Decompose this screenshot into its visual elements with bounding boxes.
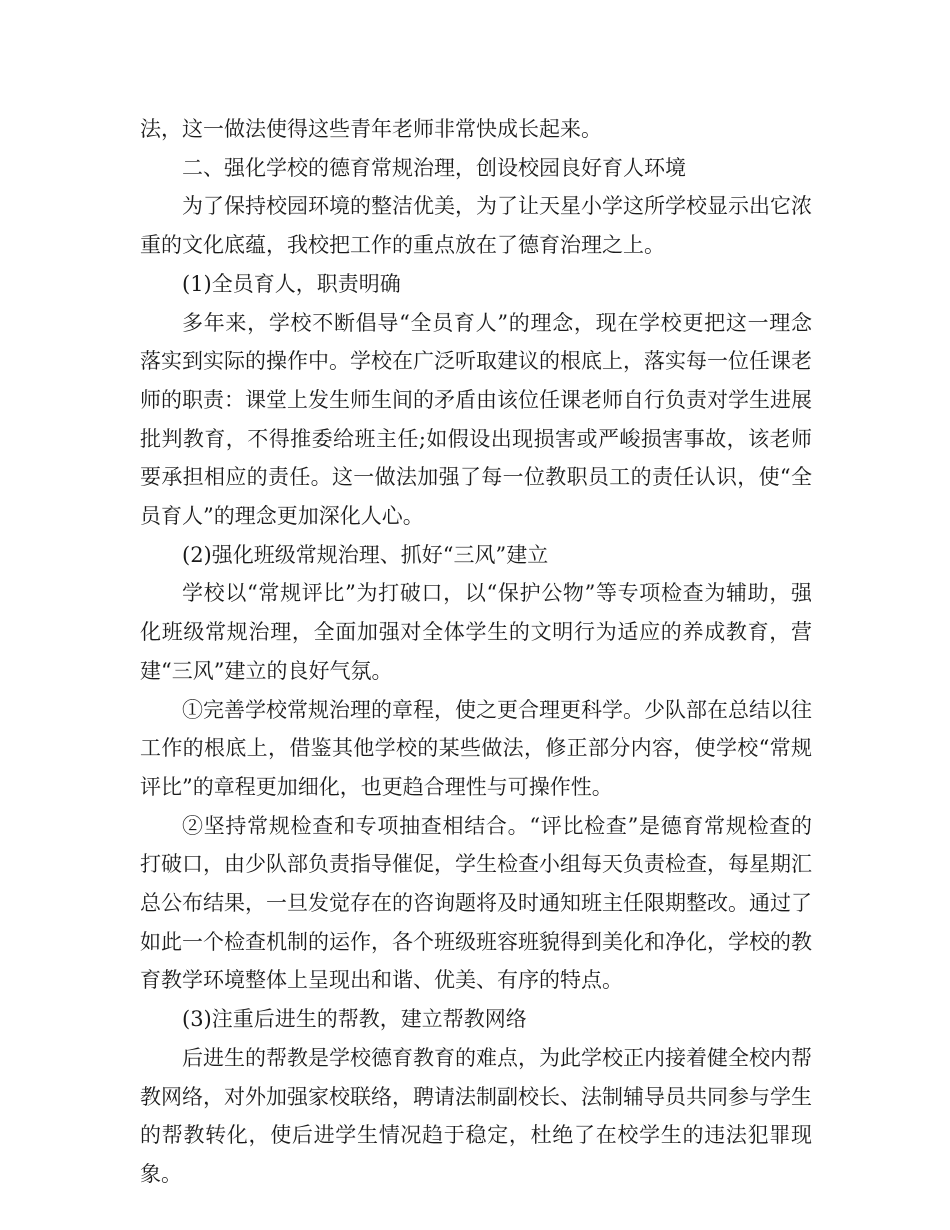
paragraph-mentoring: 后进生的帮教是学校德育教育的难点，为此学校正内接着健全校内帮教网络，对外加强家校联络，聘请法制副校长、法制辅导员共同参与学生的帮教转化，使后进学生情况趋于稳定，杜绝了在校学生的违法犯罪现象。 xyxy=(140,1045,812,1186)
subheading-3: (3)注重后进生的帮教，建立帮教网络 xyxy=(182,1007,527,1032)
document-page xyxy=(140,110,812,1194)
paragraph-item-1: ①完善学校常规治理的章程，使之更合理更科学。少队部在总结以往工作的根底上，借鉴其他学校的某些做法，修正部分内容，使学校“常规评比”的章程更加细化，也更趋合理性与可操作性。 xyxy=(140,697,812,799)
subheading-2: (2)强化班级常规治理、抓好“三风”建立 xyxy=(182,542,549,567)
paragraph-continuation: 法，这一做法使得这些青年老师非常快成长起来。 xyxy=(140,117,602,141)
paragraph-all-staff: 多年来，学校不断倡导“全员育人”的理念，现在学校更把这一理念落实到实际的操作中。学校在广泛听取建议的根底上，落实每一位任课老师的职责：课堂上发生师生间的矛盾由该位任课老师自行负责对学生进展批判教育，不得推委给班主任;如假设出现损害或严峻损害事故，该老师要承担相应的责任。这一做法加强了每一位教职员工的责任认识，使“全员育人”的理念更加深化人心。 xyxy=(140,310,812,529)
subheading-1: (1)全员育人，职责明确 xyxy=(182,271,401,296)
paragraph-intro: 为了保持校园环境的整洁优美，为了让天星小学这所学校显示出它浓重的文化底蕴，我校把工作的重点放在了德育治理之上。 xyxy=(140,194,812,258)
paragraph-class-routine: 学校以“常规评比”为打破口，以“保护公物”等专项检查为辅助，强化班级常规治理，全面加强对全体学生的文明行为适应的养成教育，营建“三风”建立的良好气氛。 xyxy=(140,581,812,683)
paragraph-item-2: ②坚持常规检查和专项抽查相结合。“评比检查”是德育常规检查的打破口，由少队部负责指导催促，学生检查小组每天负责检查，每星期汇总公布结果，一旦发觉存在的咨询题将及时通知班主任限期整改。通过了如此一个检查机制的运作，各个班级班容班貌得到美化和净化，学校的教育教学环境整体上呈现出和谐、优美、有序的特点。 xyxy=(140,813,812,993)
section-heading-2: 二、强化学校的德育常规治理，创设校园良好育人环境 xyxy=(182,155,686,180)
